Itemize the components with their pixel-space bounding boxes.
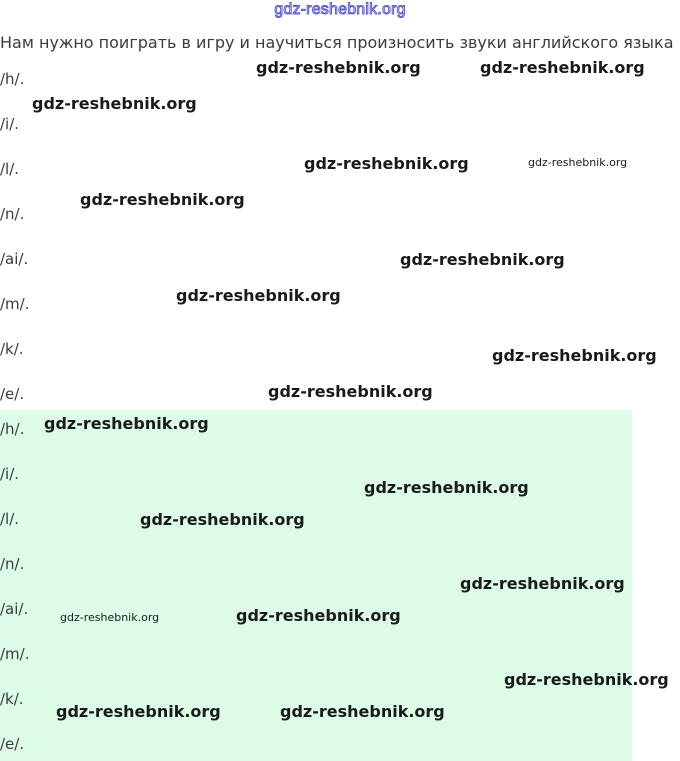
watermark: gdz-reshebnik.org xyxy=(56,702,221,721)
watermark: gdz-reshebnik.org xyxy=(280,702,445,721)
watermark: gdz-reshebnik.org xyxy=(460,574,625,593)
watermark: gdz-reshebnik.org xyxy=(44,414,209,433)
sound-item: /n/. xyxy=(0,205,25,223)
sound-item: /ai/. xyxy=(0,250,29,268)
watermark: gdz-reshebnik.org xyxy=(304,154,469,173)
intro-text: Нам нужно поиграть в игру и научиться произносить звуки английского языка xyxy=(0,33,674,52)
answer-sound-item: /m/. xyxy=(0,645,30,663)
answer-sound-item: /l/. xyxy=(0,510,20,528)
answer-sound-item: /ai/. xyxy=(0,600,29,618)
sound-item: /k/. xyxy=(0,340,24,358)
answer-sound-item: /n/. xyxy=(0,555,25,573)
watermark: gdz-reshebnik.org xyxy=(80,190,245,209)
watermark: gdz-reshebnik.org xyxy=(256,58,421,77)
sound-item: /m/. xyxy=(0,295,30,313)
sound-item: /h/. xyxy=(0,70,25,88)
watermark: gdz-reshebnik.org xyxy=(480,58,645,77)
sound-item: /l/. xyxy=(0,160,20,178)
watermark: gdz-reshebnik.org xyxy=(268,382,433,401)
answer-sound-item: /i/. xyxy=(0,465,20,483)
sound-item: /e/. xyxy=(0,385,25,403)
watermark: gdz-reshebnik.org xyxy=(400,250,565,269)
watermark: gdz-reshebnik.org xyxy=(528,156,628,169)
watermark: gdz-reshebnik.org xyxy=(364,478,529,497)
watermark: gdz-reshebnik.org xyxy=(32,94,197,113)
answer-sound-item: /k/. xyxy=(0,690,24,708)
watermark: gdz-reshebnik.org xyxy=(236,606,401,625)
watermark: gdz-reshebnik.org xyxy=(140,510,305,529)
watermark: gdz-reshebnik.org xyxy=(60,611,160,624)
watermark: gdz-reshebnik.org xyxy=(492,346,657,365)
answer-sound-item: /e/. xyxy=(0,735,25,753)
answer-sound-item: /h/. xyxy=(0,420,25,438)
watermark: gdz-reshebnik.org xyxy=(176,286,341,305)
sound-item: /i/. xyxy=(0,115,20,133)
site-header-link[interactable]: gdz-reshebnik.org xyxy=(274,1,406,18)
watermark: gdz-reshebnik.org xyxy=(504,670,669,689)
